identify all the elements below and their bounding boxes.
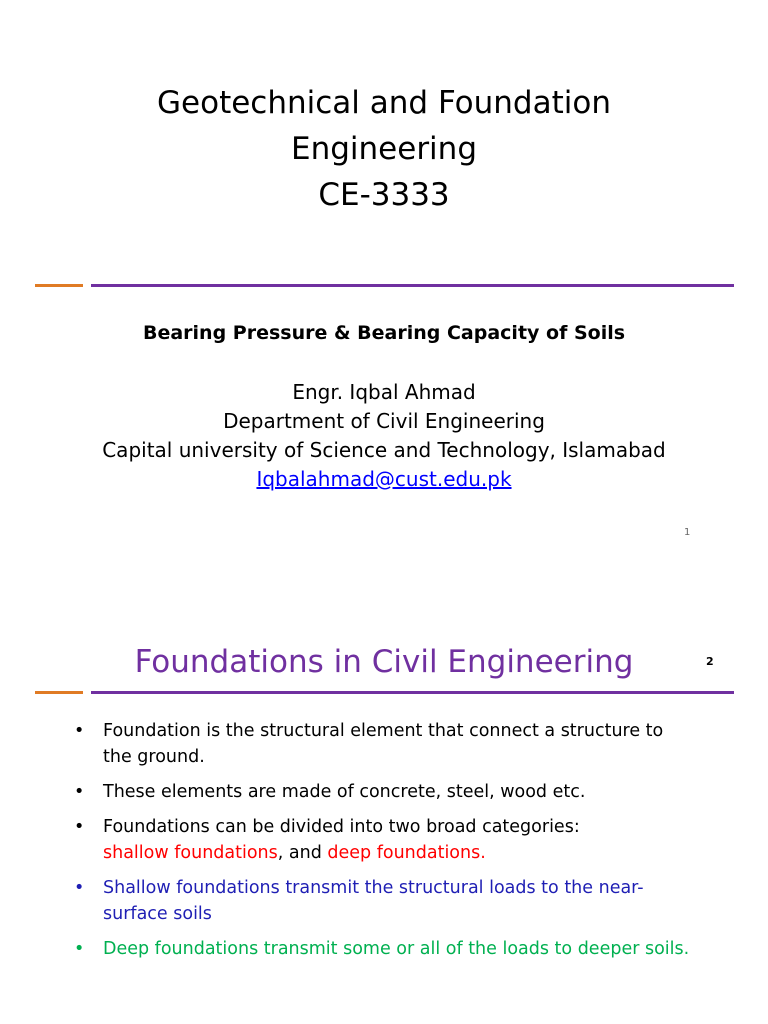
title-line-2: Engineering bbox=[291, 131, 477, 167]
bullet-text: Shallow foundations transmit the structural loads to the near-surface soils bbox=[103, 878, 644, 924]
orange-divider bbox=[35, 691, 83, 694]
bullet-item-deep bbox=[74, 936, 694, 962]
purple-divider bbox=[91, 691, 734, 694]
slide-2-title: Foundations in Civil Engineering bbox=[134, 644, 634, 680]
shallow-foundations-term: shallow foundations bbox=[103, 843, 278, 863]
bullet-item bbox=[74, 779, 694, 805]
bullet-separator: , and bbox=[277, 843, 328, 863]
deep-foundations-term: deep foundations. bbox=[327, 843, 486, 863]
bullet-dot-icon: • bbox=[74, 878, 85, 898]
lecture-subtitle: Bearing Pressure & Bearing Capacity of Soils bbox=[142, 322, 626, 344]
bullet-item bbox=[74, 718, 694, 770]
bullet-dot-icon: • bbox=[74, 782, 85, 802]
bullet-text: Foundation is the structural element that connect a structure to the ground. bbox=[103, 721, 664, 767]
bullet-item bbox=[74, 814, 694, 866]
title-line-3: CE-3333 bbox=[318, 177, 450, 213]
bullet-dot-icon: • bbox=[74, 721, 85, 741]
bullet-text: Deep foundations transmit some or all of the loads to deeper soils. bbox=[103, 939, 690, 959]
purple-divider bbox=[91, 284, 734, 287]
bullet-dot-icon: • bbox=[74, 817, 85, 837]
author-block bbox=[0, 378, 768, 494]
department-name: Department of Civil Engineering bbox=[223, 409, 545, 433]
orange-divider bbox=[35, 284, 83, 287]
slide-2-page-number: 2 bbox=[706, 655, 714, 668]
title-line-1: Geotechnical and Foundation bbox=[157, 85, 611, 121]
bullet-text: Foundations can be divided into two broad categories: bbox=[103, 817, 580, 837]
email-link[interactable]: Iqbalahmad@cust.edu.pk bbox=[256, 467, 512, 491]
bullet-text: These elements are made of concrete, steel, wood etc. bbox=[103, 782, 586, 802]
slide-1-page-number: 1 bbox=[684, 527, 691, 538]
author-name: Engr. Iqbal Ahmad bbox=[292, 380, 476, 404]
bullet-list bbox=[74, 718, 694, 971]
university-name: Capital university of Science and Technology, Islamabad bbox=[102, 438, 666, 462]
slide-1-title bbox=[0, 80, 768, 218]
bullet-dot-icon: • bbox=[74, 939, 85, 959]
bullet-item-shallow bbox=[74, 875, 694, 927]
slide-2 bbox=[0, 600, 768, 1024]
